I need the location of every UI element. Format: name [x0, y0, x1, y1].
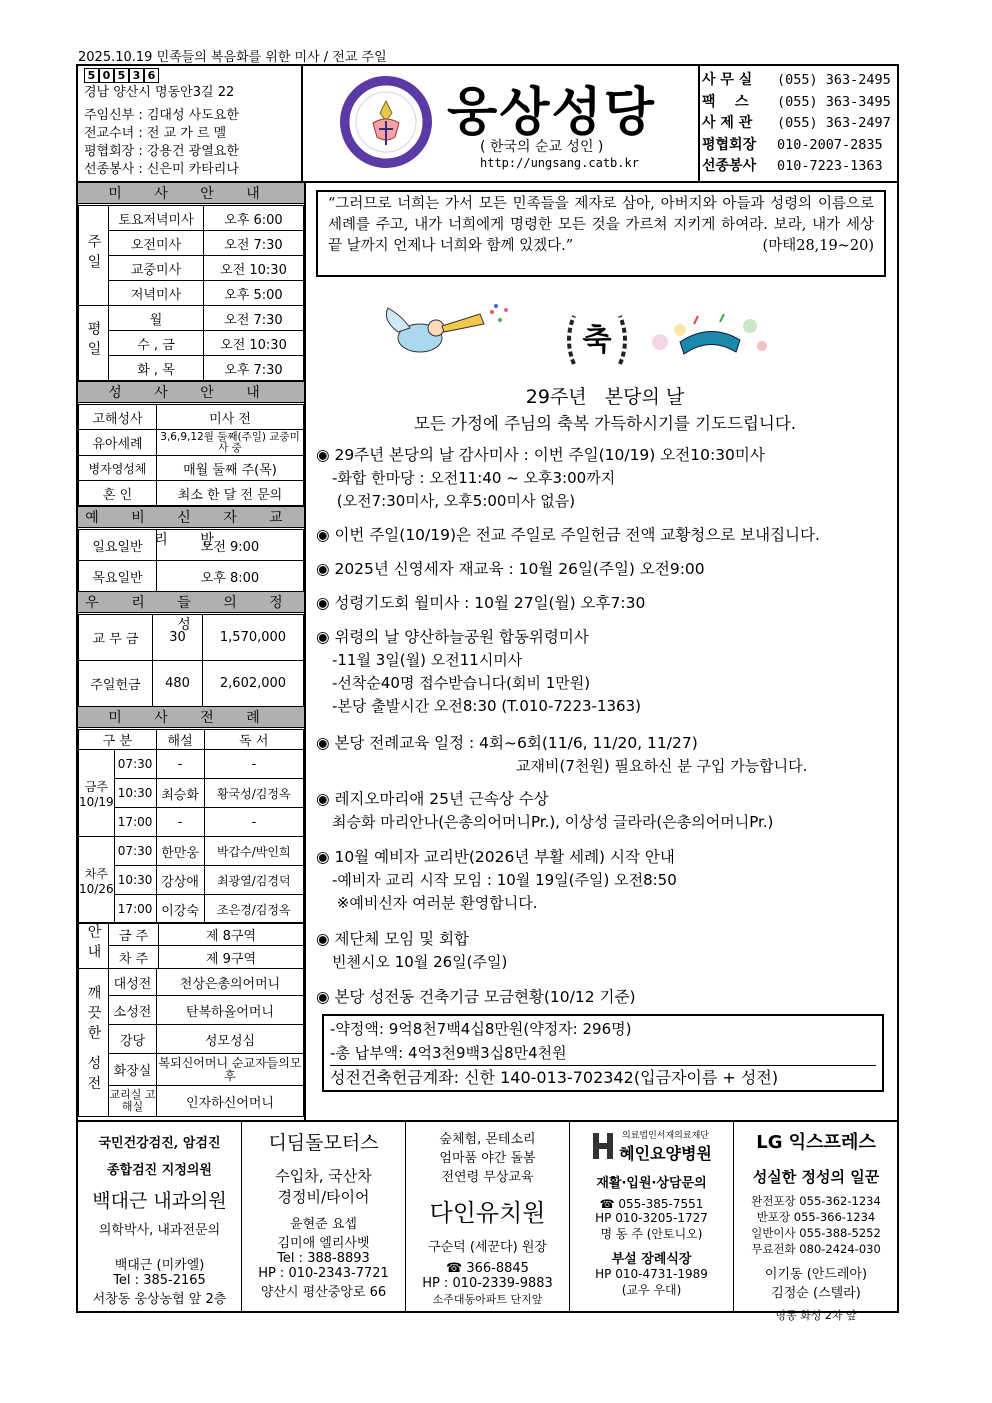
ad-line: HP 010-4731-1989 — [595, 1267, 708, 1281]
mass-time: 오후 6:00 — [204, 206, 304, 231]
guide-week: 금 주 — [109, 923, 159, 946]
contact-row — [702, 92, 897, 114]
class-time: 오후 8:00 — [157, 561, 304, 592]
mass-time: 오후 7:30 — [204, 356, 304, 381]
ad-line: 재활·입원·상담문의 — [596, 1176, 707, 1191]
liturgy-commentator: 강상애 — [156, 866, 204, 895]
contact-number: (055) 363-2497 — [777, 115, 891, 131]
sacrament-name: 고해성사 — [79, 405, 157, 430]
offering-count: 30 — [153, 615, 203, 661]
parish-subtitle: ( 한국의 순교 성인 ) — [480, 139, 604, 155]
ad-line: 소주대동아파트 단지앞 — [432, 1293, 543, 1306]
staff-line: 선종봉사 : 신은미 카타리나 — [84, 162, 239, 177]
liturgy-table — [78, 729, 304, 924]
ad-line: 엄마품 야간 돌봄 — [439, 1151, 536, 1166]
liturgy-time: 07:30 — [114, 750, 156, 779]
mass-name: 저녁미사 — [109, 281, 204, 306]
offering-amount: 2,602,000 — [203, 661, 304, 707]
header-left — [78, 66, 303, 182]
guide-label: 안내 — [79, 923, 109, 969]
ad-line: LG — [756, 1132, 783, 1153]
staff-line: 전교수녀 : 전 교 가 르 멜 — [84, 126, 227, 141]
notice-detail: ※예비신자 여러분 환영합니다. — [332, 894, 538, 912]
mass-time: 오전 7:30 — [204, 306, 304, 331]
bullet-icon: ◉ — [316, 790, 335, 808]
sacrament-info: 미사 전 — [157, 405, 304, 430]
anniversary-subtitle: 모든 가정에 주님의 축복 가득하시기를 기도드립니다. — [413, 414, 797, 433]
mass-name: 화 , 목 — [109, 356, 204, 381]
ad-line: Tel : 388-8893 — [277, 1251, 370, 1266]
fund-paid: -총 납부액: 4억3천9백3십8만4천원 — [330, 1044, 567, 1062]
guide-table — [78, 922, 304, 969]
laurel-badge-icon — [560, 306, 634, 372]
bullet-icon: ◉ — [316, 988, 335, 1006]
sacrament-name: 혼 인 — [79, 481, 157, 506]
offering-type: 교 무 금 — [79, 615, 153, 661]
notice-item — [316, 558, 705, 581]
notice-heading: 29주년 본당의 날 감사미사 : 이번 주일(10/19) 오전10:30미사 — [334, 446, 765, 464]
angel-illustration — [380, 302, 520, 372]
mass-table — [78, 205, 304, 381]
fund-account: 성전건축헌금계좌: 신한 140-013-702342(입금자이름 + 성전) — [330, 1065, 876, 1090]
contact-number: 010-2007-2835 — [777, 136, 883, 153]
cleaning-area: 소성전 — [109, 996, 157, 1025]
ad-line: 종합검진 지정의원 — [107, 1163, 212, 1178]
ad-name: 익스프레스 — [788, 1132, 876, 1153]
notice-detail: -선착순40명 접수받습니다(회비 1만원) — [332, 674, 591, 692]
ad-line: 구순덕 (세꾼다) 원장 — [428, 1240, 547, 1255]
notice-detail: -화합 한마당 : 오전11:40 ~ 오후3:00까지 — [332, 469, 616, 487]
cleaning-group: 인자하신어머니 — [157, 1086, 304, 1117]
ad-line: ☎ 366-8845 — [446, 1261, 529, 1276]
ad-line: 숲체험, 몬테소리 — [439, 1132, 536, 1147]
guide-district: 제 9구역 — [159, 946, 304, 969]
ad-line: 수입차, 국산차 — [275, 1167, 372, 1185]
liturgy-time: 10:30 — [114, 779, 156, 808]
bullet-icon: ◉ — [316, 848, 335, 866]
ad-line: 무료전화 080-2424-030 — [751, 1242, 881, 1256]
notice-detail: 교재비(7천원) 필요하신 분 구입 가능합니다. — [516, 757, 808, 775]
offering-table — [78, 614, 304, 707]
parish-logo — [340, 76, 432, 168]
zip-digit: 5 — [84, 68, 99, 83]
ad-line: 김미애 엘리사벳 — [277, 1236, 370, 1251]
badge-text: 축 — [582, 323, 612, 358]
column-divider — [304, 182, 306, 1120]
ad-line: 의료법인서재의료재단 — [622, 1131, 709, 1141]
contact-row — [702, 70, 897, 92]
zip-digit: 6 — [144, 68, 159, 83]
liturgy-readers: 최광열/김경덕 — [204, 866, 303, 895]
celebration-badge — [560, 306, 634, 372]
ad-motors — [242, 1122, 406, 1311]
ad-line: 일반이사 055-388-5252 — [751, 1226, 881, 1240]
catechumen-section-head: 예 비 신 자 교 리 반 — [78, 506, 304, 528]
ad-line: 명동 화성 2차 앞 — [775, 1309, 857, 1322]
cleaning-label: 깨끗한 성전 — [79, 969, 109, 1117]
contact-number: 010-7223-1363 — [777, 158, 883, 174]
liturgy-commentator: 최승화 — [156, 779, 204, 808]
address: 경남 양산시 명동안3길 22 — [84, 85, 235, 100]
mass-name: 교중미사 — [109, 256, 204, 281]
notice-detail: 최승화 마리안나(은총의어머니Pr.), 이상성 글라라(은총의어머니Pr.) — [332, 813, 774, 831]
notice-item — [316, 986, 636, 1009]
ad-clinic — [78, 1122, 242, 1311]
fund-box — [322, 1014, 884, 1092]
zip-digit: 0 — [99, 68, 114, 83]
notice-heading: 레지오마리애 25년 근속상 수상 — [334, 790, 549, 808]
issue-date-line: 2025.10.19 민족들의 복음화를 위한 미사 / 전교 주일 — [78, 50, 387, 65]
notice-heading: 본당 성전동 건축기금 모금현황(10/12 기준) — [334, 988, 636, 1006]
ad-name: 혜인요양병원 — [619, 1144, 712, 1163]
notice-detail: -예비자 교리 시작 모임 : 10월 19일(주일) 오전8:50 — [332, 871, 677, 889]
ad-line: HP : 010-2343-7721 — [258, 1266, 389, 1281]
liturgy-week: 차주 10/26 — [79, 837, 115, 924]
sacrament-info: 3,6,9,12월 둘째(주일) 교중미사 중 — [157, 430, 304, 456]
anniversary-title: 29주년 본당의 날 — [525, 386, 685, 408]
ad-line: 전연령 무상교육 — [441, 1170, 534, 1185]
cleaning-group: 성모성심 — [157, 1025, 304, 1054]
ad-line: 백대근 (미카엘) — [114, 1258, 205, 1273]
weekday-label: 평일 — [79, 306, 109, 381]
offering-count: 480 — [153, 661, 203, 707]
notice-item — [316, 524, 820, 547]
liturgy-time: 17:00 — [114, 895, 156, 924]
notice-item — [316, 626, 641, 718]
hospital-logo-icon — [591, 1131, 615, 1161]
notice-detail: 빈첸시오 10월 26일(주일) — [332, 953, 508, 971]
ad-line: 김정순 (스텔라) — [771, 1286, 861, 1301]
notice-item — [316, 928, 507, 974]
liturgy-col-head: 구 분 — [79, 730, 157, 750]
liturgy-col-head: 해설 — [156, 730, 204, 750]
trumpet-angel-icon — [380, 302, 520, 372]
liturgy-commentator: - — [156, 808, 204, 837]
ad-name: 다인유치원 — [429, 1199, 546, 1227]
sacrament-section-head: 성 사 안 내 — [78, 381, 304, 403]
contact-label: 사 무 실 — [702, 72, 753, 88]
mass-time: 오전 10:30 — [204, 331, 304, 356]
catechumen-table — [78, 529, 304, 592]
celebration-banner-icon — [650, 312, 770, 362]
contact-label: 사 제 관 — [702, 115, 753, 131]
ad-line: 반포장 055-366-1234 — [756, 1210, 876, 1224]
notice-heading: 본당 전례교육 일정 : 4회~6회(11/6, 11/20, 11/27) — [334, 734, 698, 752]
ad-moving — [734, 1122, 898, 1322]
mass-time: 오후 5:00 — [204, 281, 304, 306]
liturgy-readers: 박갑수/박인희 — [204, 837, 303, 866]
contact-row — [702, 113, 897, 135]
bullet-icon: ◉ — [316, 734, 335, 752]
cleaning-area: 교리실 고해실 — [109, 1086, 157, 1117]
mass-name: 수 , 금 — [109, 331, 204, 356]
ad-line: 부설 장례식장 — [611, 1252, 692, 1267]
sacrament-info: 매월 둘째 주(목) — [157, 456, 304, 481]
ad-line: HP : 010-2339-9883 — [422, 1276, 553, 1291]
fund-pledge: -약정액: 9억8천7백4십8만원(약정자: 296명) — [330, 1020, 632, 1038]
guide-week: 차 주 — [109, 946, 159, 969]
liturgy-readers: - — [204, 750, 303, 779]
liturgy-readers: 황국성/김정옥 — [204, 779, 303, 808]
mass-time: 오전 7:30 — [204, 231, 304, 256]
liturgy-readers: 조은경/김정옥 — [204, 895, 303, 924]
parish-title: 웅상성당 — [447, 83, 656, 143]
ad-hospital — [570, 1122, 734, 1311]
ad-line: 완전포장 055-362-1234 — [751, 1194, 881, 1208]
liturgy-time: 17:00 — [114, 808, 156, 837]
cleaning-group: 복되신어머니 순교자들의모후 — [157, 1054, 304, 1086]
cleaning-area: 대성전 — [109, 969, 157, 996]
liturgy-col-head: 독 서 — [204, 730, 303, 750]
mass-name: 월 — [109, 306, 204, 331]
zip-digit: 3 — [129, 68, 144, 83]
quote-reference: (마태28,19~20) — [762, 238, 874, 254]
sacrament-name: 병자영성체 — [79, 456, 157, 481]
notice-heading: 위령의 날 양산하늘공원 합동위령미사 — [334, 628, 589, 646]
notice-item — [316, 444, 765, 513]
ad-line: HP 010-3205-1727 — [595, 1211, 708, 1225]
scripture-quote — [316, 190, 886, 277]
liturgy-commentator: 이강숙 — [156, 895, 204, 924]
offering-section-head: 우 리 들 의 정 성 — [78, 591, 304, 613]
liturgy-week: 금주 10/19 — [79, 750, 115, 837]
class-name: 목요일반 — [79, 561, 157, 592]
bullet-icon: ◉ — [316, 628, 335, 646]
staff-line: 주임신부 : 김대성 사도요한 — [84, 108, 239, 123]
bullet-icon: ◉ — [316, 526, 335, 544]
notice-heading: 2025년 신영세자 재교육 : 10월 26일(주일) 오전9:00 — [334, 560, 705, 578]
ad-line: 의학박사, 내과전문의 — [98, 1223, 221, 1238]
bullet-icon: ◉ — [316, 446, 335, 464]
liturgy-commentator: 한만웅 — [156, 837, 204, 866]
liturgy-section-head: 미 사 전 례 — [78, 706, 304, 728]
cleaning-area: 강당 — [109, 1025, 157, 1054]
ad-kindergarten — [406, 1122, 570, 1311]
bullet-icon: ◉ — [316, 930, 335, 948]
ad-line: 국민건강검진, 암검진 — [98, 1136, 221, 1151]
cleaning-group: 천상은총의어머니 — [157, 969, 304, 996]
notice-item — [316, 788, 773, 834]
liturgy-readers: - — [204, 808, 303, 837]
contact-label: 팩 스 — [702, 93, 749, 110]
ad-line: Tel : 385-2165 — [113, 1273, 206, 1288]
contact-label: 평협회장 — [702, 136, 757, 153]
liturgy-time: 07:30 — [114, 837, 156, 866]
class-time: 오전 9:00 — [157, 530, 304, 561]
sunday-label: 주일 — [79, 206, 109, 306]
contact-row — [702, 156, 897, 178]
ad-name: 백대근 내과의원 — [92, 1190, 227, 1212]
mass-time: 오전 10:30 — [204, 256, 304, 281]
staff-line: 평협회장 : 강용건 광열요한 — [84, 144, 239, 159]
notice-item — [316, 846, 677, 915]
zip-digit: 5 — [114, 68, 129, 83]
notice-detail: -11월 3일(월) 오전11시미사 — [332, 651, 523, 669]
notice-item — [316, 592, 645, 615]
ad-name: 디딤돌모터스 — [268, 1132, 379, 1154]
mass-section-head: 미 사 안 내 — [78, 182, 304, 204]
contact-number: (055) 363-3495 — [777, 93, 891, 110]
ad-line: 윤현준 요셉 — [290, 1217, 357, 1232]
parish-url[interactable]: http://ungsang.catb.kr — [480, 156, 639, 170]
offering-type: 주일헌금 — [79, 661, 153, 707]
notice-heading: 이번 주일(10/19)은 전교 주일로 주일헌금 전액 교황청으로 보내집니다. — [334, 526, 820, 544]
offering-amount: 1,570,000 — [203, 615, 304, 661]
cleaning-table — [78, 968, 304, 1117]
banner-illustration — [650, 312, 770, 362]
notice-detail: (오전7:30미사, 오후5:00미사 없음) — [332, 492, 576, 510]
bullet-icon: ◉ — [316, 594, 335, 612]
contact-list — [702, 70, 897, 178]
ad-line: 성실한 정성의 일꾼 — [752, 1168, 880, 1186]
zip-code — [84, 68, 295, 83]
bullet-icon: ◉ — [316, 560, 335, 578]
ad-line: 양산시 평산중앙로 66 — [260, 1285, 387, 1300]
liturgy-time: 10:30 — [114, 866, 156, 895]
liturgy-commentator: - — [156, 750, 204, 779]
class-name: 일요일반 — [79, 530, 157, 561]
ad-line: 명 동 주 (안토니오) — [600, 1227, 703, 1241]
notice-heading: 10월 예비자 교리반(2026년 부활 세례) 시작 안내 — [334, 848, 675, 866]
ad-line: ☎ 055-385-7551 — [599, 1197, 704, 1211]
sacrament-table — [78, 404, 304, 506]
quote-text: “그러므로 너희는 가서 모든 민족들을 제자로 삼아, 아버지와 아들과 성령의 이름으로 세례를 주고, 내가 너희에게 명령한 모든 것을 가르쳐 지키게 하여라. 보라, 내가 세상 끝 날까지 언제나 너희와 함께 있겠다.” — [328, 196, 874, 254]
ad-line: (교우 우대) — [621, 1283, 682, 1297]
sacrament-info: 최소 한 달 전 문의 — [157, 481, 304, 506]
guide-district: 제 8구역 — [159, 923, 304, 946]
ad-line: 서창동 웅상농협 앞 2층 — [92, 1292, 227, 1307]
notice-detail: -본당 출발시간 오전8:30 (T.010-7223-1363) — [332, 697, 641, 715]
cleaning-area: 화장실 — [109, 1054, 157, 1086]
notice-item — [316, 732, 807, 778]
ad-line: 경정비/타이어 — [277, 1188, 370, 1206]
notice-heading: 제단체 모임 및 회합 — [334, 930, 470, 948]
sacrament-name: 유아세례 — [79, 430, 157, 456]
cleaning-group: 탄복하올어머니 — [157, 996, 304, 1025]
ad-line: 이기동 (안드레아) — [764, 1267, 868, 1282]
notice-heading: 성령기도회 월미사 : 10월 27일(월) 오후7:30 — [334, 594, 646, 612]
contact-row — [702, 135, 897, 157]
logo-emblem-icon — [343, 79, 429, 165]
contact-number: (055) 363-2495 — [777, 72, 891, 88]
mass-name: 토요저녁미사 — [109, 206, 204, 231]
contact-label: 선종봉사 — [702, 158, 757, 174]
mass-name: 오전미사 — [109, 231, 204, 256]
